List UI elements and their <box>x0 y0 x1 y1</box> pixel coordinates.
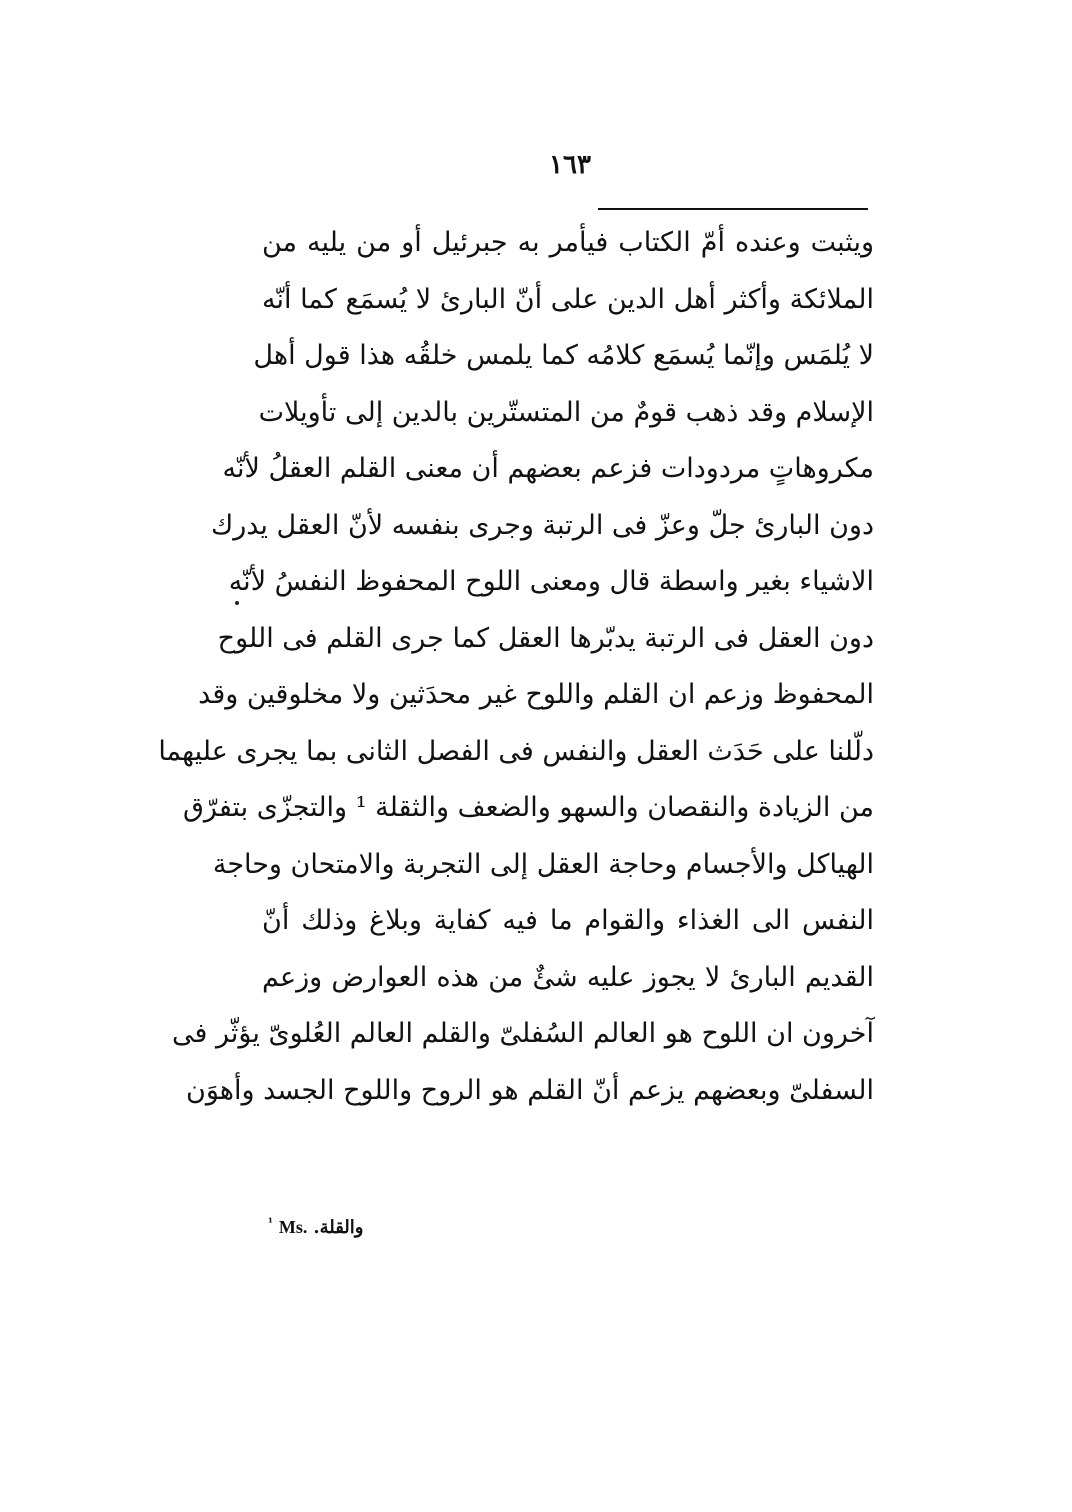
footnote <box>268 1216 468 1238</box>
text-line: القديم البارئ لا يجوز عليه شئٌ من هذه العوارض وزعم <box>262 961 874 993</box>
text-line: مكروهاتٍ مردودات فزعم بعضهم أن معنى القلم العقلُ لأنّه <box>222 453 874 484</box>
text-line: المحفوظ وزعم ان القلم واللوح غير محدَثين ولا مخلوقين وقد <box>198 679 874 710</box>
text-line: السفلىّ وبعضهم يزعم أنّ القلم هو الروح واللوح الجسد وأهوَن <box>185 1074 874 1106</box>
text-line: النفس الى الغذاء والقوام ما فيه كفاية وبلاغ وذلك أنّ <box>262 905 874 936</box>
footnote-marker: ¹ <box>268 1216 273 1229</box>
text-line: الاشياء بغير واسطة قال ومعنى اللوح المحفوظ النفسُ لأنّه <box>228 566 874 597</box>
text-line: دون العقل فى الرتبة يدبّرها العقل كما جرى القلم فى اللوح <box>217 622 874 654</box>
page-number: ١٦٣ <box>549 150 591 180</box>
print-speck <box>235 601 239 605</box>
text-line: الهياكل والأجسام وحاجة العقل إلى التجربة والامتحان وحاجة <box>212 848 874 880</box>
body-text <box>158 215 874 1176</box>
footnote-ms-label: Ms. <box>278 1217 308 1237</box>
header-rule <box>598 208 868 210</box>
text-line: لا يُلمَس وإنّما يُسمَع كلامُه كما يلمس خلقُه هذا قول أهل <box>253 340 874 371</box>
footnote-text: والقلة. <box>313 1217 364 1238</box>
text-line: آخرون ان اللوح هو العالم السُفلىّ والقلم العالم العُلوىّ يؤثّر فى <box>172 1018 874 1049</box>
text-line: الإسلام وقد ذهب قومٌ من المتستّرين بالدين إلى تأويلات <box>258 396 874 428</box>
text-line: من الزيادة والنقصان والسهو والضعف والثقلة ¹ والتجزّى بتفرّق <box>182 792 874 823</box>
text-line: دون البارئ جلّ وعزّ فى الرتبة وجرى بنفسه لأنّ العقل يدرك <box>210 509 874 541</box>
text-line: دلّلنا على حَدَث العقل والنفس فى الفصل الثانى بما يجرى عليهما <box>158 735 874 767</box>
text-line: الملائكة وأكثر أهل الدين على أنّ البارئ لا يُسمَع كما أنّه <box>262 283 874 315</box>
text-line <box>262 1119 874 1176</box>
text-line: ويثبت وعنده أمّ الكتاب فيأمر به جبرئيل أو من يليه من <box>262 227 874 258</box>
